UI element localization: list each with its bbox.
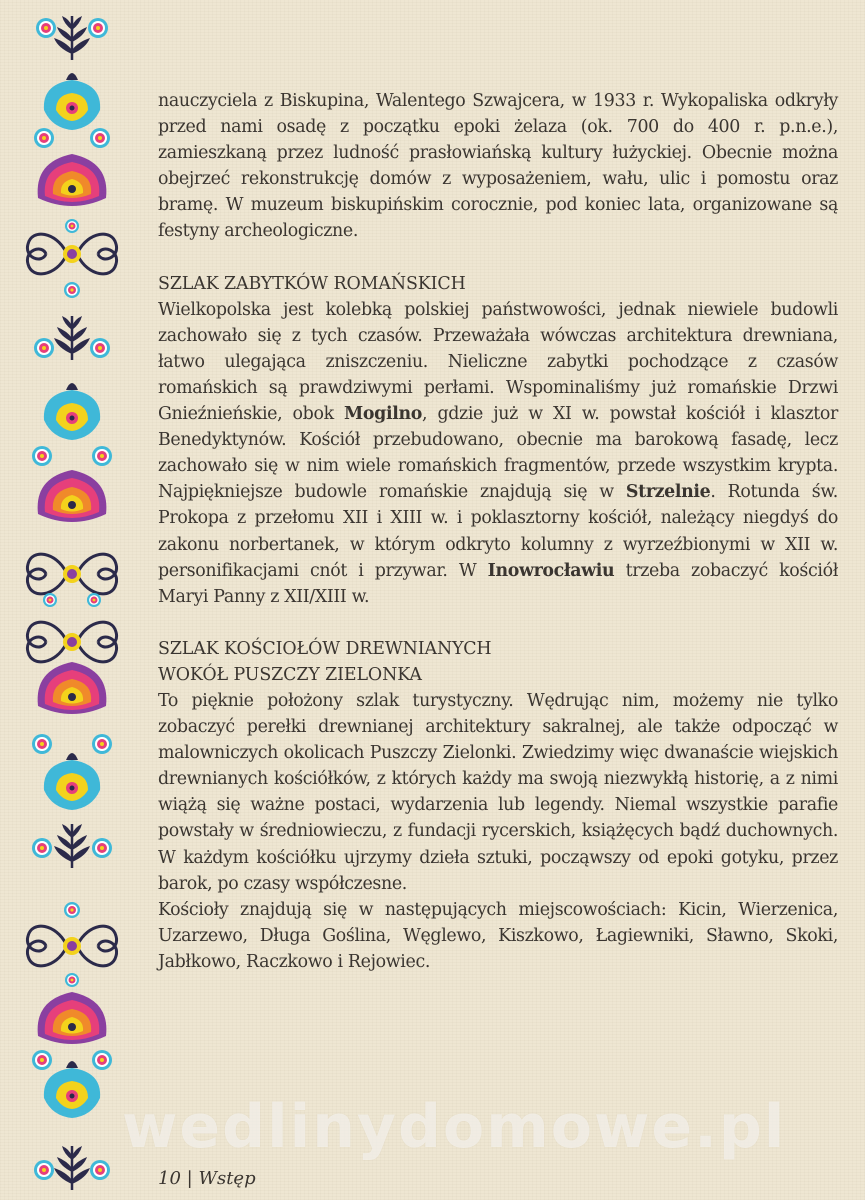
intro-paragraph: nauczyciela z Biskupina, Walentego Szwajcera, w 1933 r. Wykopaliska odkryły przed nami osadę z początku epoki żelaza (ok. 700 do 400 r. p.n.e.), zamieszkaną przez ludność prasłowiańską kultury łużyckiej. Obecnie można obejrzeć rekonstrukcję domów z wyposażeniem, wału, ulic i pomostu oraz bramę. W muzeum biskupińskim corocznie, pod koniec lata, organizowane są festyny archeologiczne. (158, 91, 838, 242)
page-number: 10 (158, 1168, 181, 1189)
text-run: , gdzie już w XI w. powstał kościół i klasztor Benedyktynów. Kościół przebudowano, obecnie ma barokową fasadę, lecz zachowało się w nim wiele romańskich fragmentów, przede wszystkim krypta. Najpiękniejsze budowle romańskie znajdują się w (158, 404, 839, 503)
page-body (158, 88, 838, 975)
watermark-text: wedlinydomowe.pl (122, 1092, 787, 1162)
footer-separator: | (186, 1168, 193, 1189)
section-heading-romanesque: SZLAK ZABYTKÓW ROMAŃSKICH (158, 273, 466, 294)
section-heading-wooden-churches-line1: SZLAK KOŚCIOŁÓW DREWNIANYCH (158, 638, 492, 659)
wooden-churches-paragraph: To pięknie położony szlak turystyczny. Wędrując nim, możemy nie tylko zobaczyć perełki drewnianej architektury sakralnej, ale także odpocząć w malowniczych okolicach Puszczy Zielonki. Zwiedzimy więc dwanaście wiejskich drewnianych kościółków, z których każdy ma swoją niezwykłą historię, a z nimi wiążą się ważne postaci, wydarzenia lub legendy. Niemal wszystkie parafie powstały w średniowieczu, z fundacji rycerskich, książęcych bądź duchownych. W każdym kościółku ujrzymy dzieła sztuki, począwszy od epoki gotyku, przez barok, po czasy współczesne. (158, 690, 838, 894)
spacer (158, 245, 838, 271)
place-inowroclaw: Inowrocławiu (487, 560, 615, 581)
spacer (158, 610, 838, 636)
place-mogilno: Mogilno (344, 404, 423, 425)
churches-locations-paragraph: Kościoły znajdują się w następujących miejscowościach: Kicin, Wierzenica, Uzarzewo, Długa Goślina, Węglewo, Kiszkowo, Łagiewniki, Sławno, Skoki, Jabłkowo, Raczkowo i Rejowiec. (158, 899, 838, 972)
footer-section-name: Wstęp (198, 1168, 256, 1189)
page-footer (158, 1168, 256, 1189)
folk-ornament-border (0, 0, 150, 1200)
section-heading-wooden-churches-line2: WOKÓŁ PUSZCZY ZIELONKA (158, 664, 422, 685)
romanesque-paragraph (158, 297, 838, 610)
text-run: . Rotunda św. Prokopa z przełomu XII i XIII w. i poklasztorny kościół, należący niegdyś do zakonu norbertanek, w którym odkryto kolumny z wyrzeźbionymi w XII w. personifikacjami cnót i przywar. W (158, 482, 838, 581)
text-run: Wielkopolska jest kolebką polskiej państwowości, jednak niewiele budowli zachowało się z tych czasów. Przeważała wówczas architektura drewniana, łatwo ulegająca zniszczeniu. Nieliczne zabytki pochodzące z czasów romańskich są prawdziwymi perłami. Wspominaliśmy już romańskie Drzwi Gnieźnieńskie, obok (158, 299, 838, 425)
text-run: trzeba zobaczyć kościół Maryi Panny z XII/XIII w. (158, 560, 838, 607)
place-strzelno: Strzelnie (625, 482, 711, 503)
